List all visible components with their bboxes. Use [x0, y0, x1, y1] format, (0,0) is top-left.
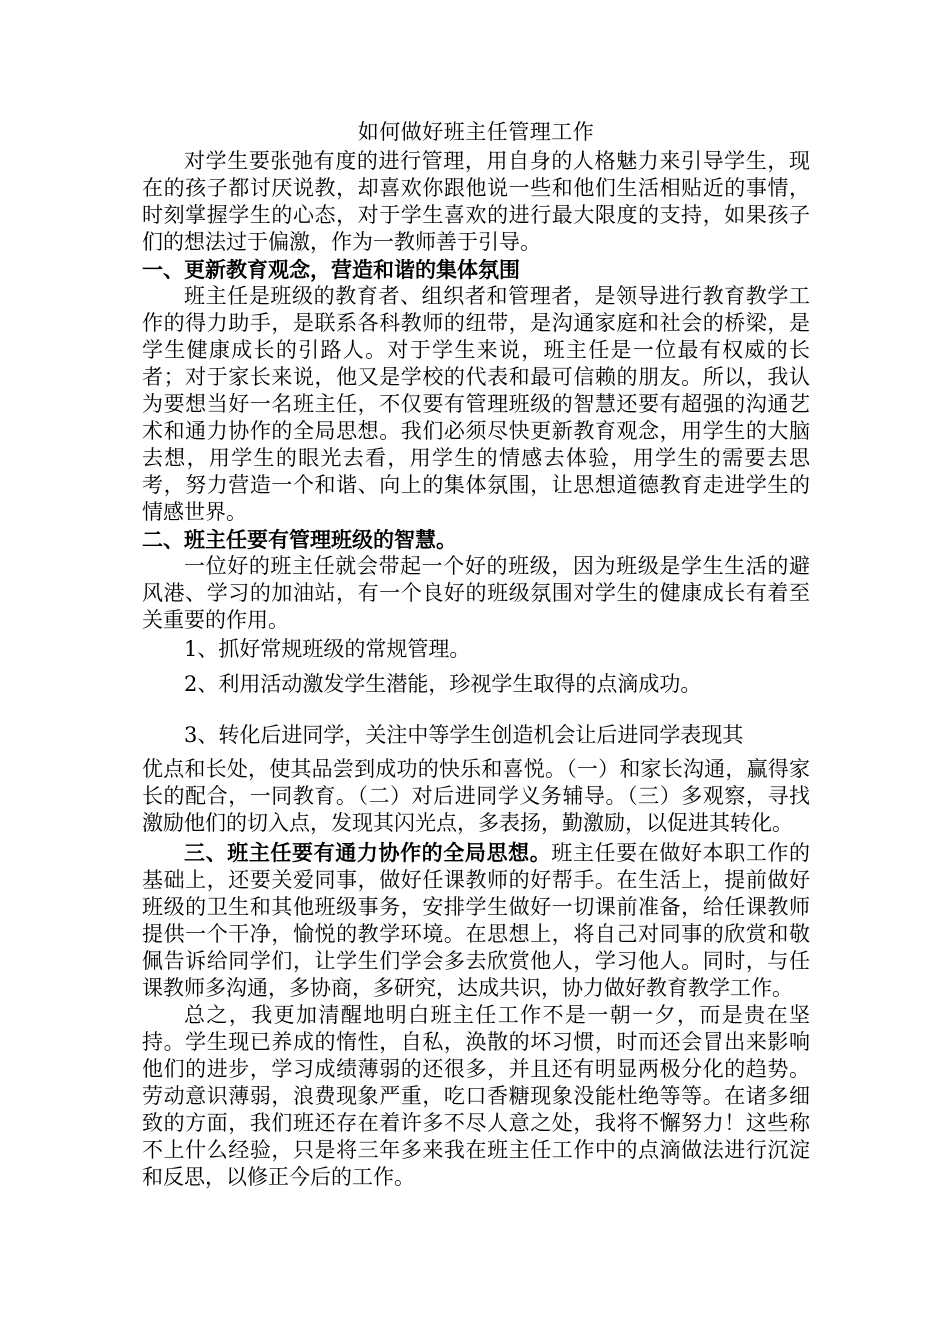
section3-heading: 三、班主任要有通力协作的全局思想。 [184, 840, 552, 865]
section2-item-1: 1、抓好常规班级的常规管理。 [184, 637, 471, 661]
section3-body: 班主任要在做好本职工作的基础上，还要关爱同事，做好任课教师的好帮手。在生活上，提前做好班级的卫生和其他班级事务，安排学生做好一切课前准备，给任课教师提供一个干净，愉悦的教学环境。在思想上，将自己对同事的欣赏和敬佩告诉给同学们，让学生们学会多去欣赏他人，学习他人。同时，与任课教师多沟通，多协商，多研究，达成共识，协力做好教育教学工作。 [142, 841, 811, 1000]
section1-heading: 一、更新教育观念，营造和谐的集体氛围 [142, 257, 520, 282]
section2-item-3-continuation: 优点和长处，使其品尝到成功的快乐和喜悦。（一）和家长沟通，赢得家长的配合，一同教育。（二）对后进同学义务辅导。（三）多观察，寻找激励他们的切入点，发现其闪光点，多表扬，勤激励，以促进其转化。 [142, 757, 810, 835]
section2-item-3-first-line: 3、转化后进同学，关注中等学生创造机会让后进同学表现其 [184, 723, 744, 747]
section1-body: 班主任是班级的教育者、组织者和管理者，是领导进行教育教学工作的得力助手，是联系各科教师的纽带，是沟通家庭和社会的桥梁，是学生健康成长的引路人。对于学生来说，班主任是一位最有权威的长者；对于家长来说，他又是学校的代表和最可信赖的朋友。所以，我认为要想当好一名班主任，不仅要有管理班级的智慧还要有超强的沟通艺术和通力协作的全局思想。我们必须尽快更新教育观念，用学生的大脑去想，用学生的眼光去看，用学生的情感去体验，用学生的需要去思考，努力营造一个和谐、向上的集体氛围，让思想道德教育走进学生的情感世界。 [142, 284, 810, 524]
conclusion-paragraph: 总之，我更加清醒地明白班主任工作不是一朝一夕，而是贵在坚持。学生现已养成的惰性，自私，涣散的坏习惯，时而还会冒出来影响他们的进步，学习成绩薄弱的还很多，并且还有明显两极分化的趋势。劳动意识薄弱，浪费现象严重，吃口香糖现象没能杜绝等等。在诸多细致的方面，我们班还存在着许多不尽人意之处，我将不懈努力！这些称不上什么经验，只是将三年多来我在班主任工作中的点滴做法进行沉淀和反思，以修正今后的工作。 [142, 1003, 810, 1189]
document-title: 如何做好班主任管理工作 [357, 120, 595, 144]
section3-paragraph [142, 839, 810, 1002]
intro-paragraph: 对学生要张弛有度的进行管理，用自身的人格魅力来引导学生，现在的孩子都讨厌说教，却喜欢你跟他说一些和他们生活相贴近的事情，时刻掌握学生的心态，对于学生喜欢的进行最大限度的支持，如果孩子们的想法过于偏激，作为一教师善于引导。 [142, 149, 810, 254]
section2-body: 一位好的班主任就会带起一个好的班级，因为班级是学生生活的避风港、学习的加油站，有一个良好的班级氛围对学生的健康成长有着至关重要的作用。 [142, 554, 810, 632]
section2-heading: 二、班主任要有管理班级的智慧。 [142, 527, 457, 552]
document-page [142, 118, 810, 1191]
section2-item-2: 2、利用活动激发学生潜能，珍视学生取得的点滴成功。 [184, 672, 702, 696]
